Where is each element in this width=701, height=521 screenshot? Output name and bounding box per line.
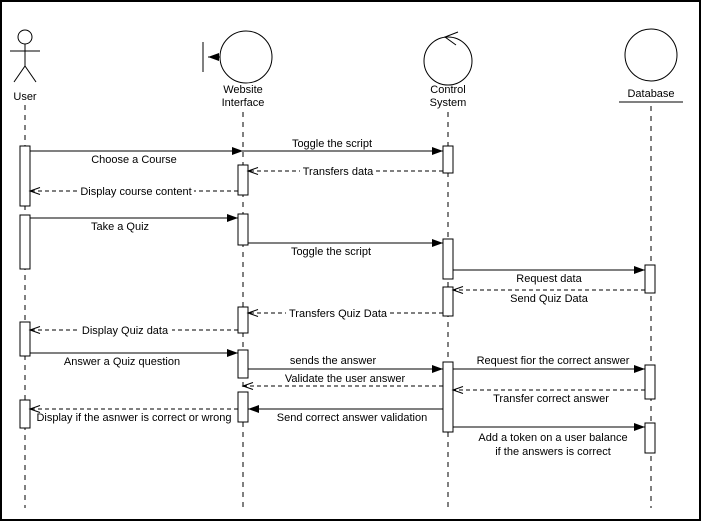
- message-label: sends the answer: [289, 355, 377, 367]
- message-label: Add a token on a user balance: [478, 432, 628, 444]
- lifeline-label-database: Database: [627, 88, 675, 100]
- activation-bar-control-system: [443, 239, 453, 279]
- user-actor-icon: [10, 30, 40, 82]
- message-label: Send Quiz Data: [510, 293, 588, 305]
- message-transfers-quiz-data: [248, 307, 443, 320]
- message-label: Request fior the correct answer: [476, 355, 630, 367]
- message-label: Transfers Quiz Data: [288, 308, 388, 320]
- lifeline-label-interface: Interface: [221, 97, 265, 109]
- message-label: Display course content: [80, 186, 192, 198]
- activation-bar-control-system: [443, 362, 453, 432]
- lifeline-label-user: User: [13, 91, 37, 103]
- message-toggle-the-script-1: [243, 138, 443, 151]
- control-system-control-icon: [424, 32, 472, 85]
- message-label: Choose a Course: [91, 154, 177, 166]
- message-request-for-the-correct-answer: [453, 355, 645, 369]
- message-label: Transfer correct answer: [493, 393, 609, 405]
- message-display-course-content: [30, 185, 238, 198]
- message-label: Toggle the script: [290, 246, 372, 258]
- activation-bar-control-system: [443, 146, 453, 173]
- message-sends-the-answer: [248, 355, 443, 369]
- message-add-a-token-on-a-user-balance: [453, 427, 645, 458]
- activation-bar-user: [20, 400, 30, 428]
- lifeline-label-system: System: [429, 97, 467, 109]
- message-transfer-correct-answer: [453, 390, 645, 405]
- activation-bar-website-interface: [238, 214, 248, 245]
- activation-bar-website-interface: [238, 165, 248, 195]
- message-answer-a-quiz-question: [30, 353, 238, 368]
- message-transfers-data: [248, 165, 443, 178]
- message-label: Take a Quiz: [90, 221, 150, 233]
- message-display-if-the-answer-is-correct-or-wrong: [30, 409, 238, 424]
- message-label: Transfers data: [302, 166, 374, 178]
- message-display-quiz-data: [30, 324, 238, 337]
- activation-bar-database: [645, 265, 655, 293]
- message-send-quiz-data: [453, 290, 645, 305]
- activation-bar-user: [20, 215, 30, 269]
- message-label: Validate the user answer: [284, 373, 406, 385]
- message-label: Answer a Quiz question: [63, 356, 181, 368]
- activation-bar-website-interface: [238, 392, 248, 422]
- message-send-correct-answer-validation: [248, 409, 443, 424]
- message-choose-a-course: [30, 151, 243, 166]
- message-label: if the answers is correct: [495, 446, 611, 458]
- activation-bar-user: [20, 322, 30, 356]
- message-label: Request data: [516, 273, 582, 285]
- message-validate-the-user-answer: [243, 373, 443, 386]
- activation-bar-website-interface: [238, 307, 248, 333]
- database-entity-icon: [625, 29, 677, 81]
- message-label: Display if the asnwer is correct or wrong: [36, 412, 232, 424]
- activation-bar-user: [20, 146, 30, 206]
- activation-bar-control-system: [443, 287, 453, 316]
- message-take-a-quiz: [30, 218, 238, 233]
- message-label: Display Quiz data: [81, 325, 169, 337]
- activation-bar-database: [645, 365, 655, 399]
- activation-bar-database: [645, 423, 655, 453]
- lifeline-label-website: Website: [223, 84, 263, 96]
- lifeline-label-control: Control: [430, 84, 466, 96]
- message-label: Send correct answer validation: [276, 412, 428, 424]
- message-request-data: [453, 270, 645, 285]
- website-interface-boundary-icon: [203, 31, 272, 83]
- message-label: Toggle the script: [291, 138, 373, 150]
- message-toggle-the-script-2: [248, 243, 443, 258]
- activation-bar-website-interface: [238, 350, 248, 378]
